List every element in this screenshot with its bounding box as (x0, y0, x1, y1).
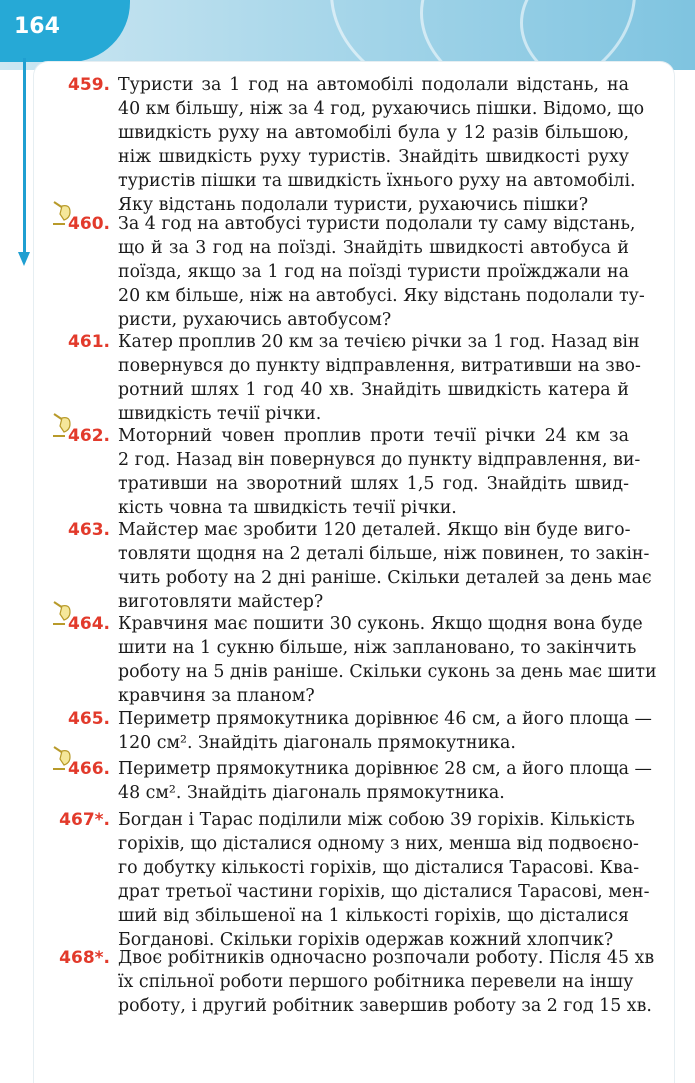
problem-line: виготовляти майстер? (118, 592, 324, 612)
problem-number: 459. (68, 75, 110, 95)
problem-line: Двоє робітників одночасно розпочали роботу. Після 45 хв (118, 948, 655, 968)
problem-line: Туристи за 1 год на автомобілі подолали відстань, на (118, 75, 629, 95)
problem-line: 2 год. Назад він повернувся до пункту відправлення, ви- (118, 450, 641, 470)
problem-line: товляти щодня на 2 деталі більше, ніж повинен, то закін- (118, 544, 650, 564)
decorative-arc (520, 0, 695, 70)
problem-number: 467*. (59, 810, 110, 830)
problem-line: кість човна та швидкість течії річки. (118, 498, 457, 518)
problem-number: 466. (68, 759, 110, 779)
problem-line: драт третьої частини горіхів, що дісталися Тарасові, мен- (118, 882, 650, 902)
problem-line: Яку відстань подолали туристи, рухаючись пішки? (118, 195, 589, 215)
problem-line: Периметр прямокутника дорівнює 46 см, а його площа — (118, 709, 652, 729)
problem-line: Майстер має зробити 120 деталей. Якщо він буде виго- (118, 520, 631, 540)
problem-line: кравчиня за планом? (118, 686, 315, 706)
problem-line: тративши на зворотний шлях 1,5 год. Знайдіть швид- (118, 474, 629, 494)
problem-line: швидкість течії річки. (118, 404, 322, 424)
problem-line: Катер проплив 20 км за течією річки за 1 год. Назад він (118, 332, 640, 352)
problem-line: повернувся до пункту відправлення, витративши на зво- (118, 356, 641, 376)
problem-line: За 4 год на автобусі туристи подолали ту саму відстань, (118, 214, 636, 234)
problem-line: 48 см². Знайдіть діагональ прямокутника. (118, 783, 505, 803)
problem-line: Периметр прямокутника дорівнює 28 см, а його площа — (118, 759, 652, 779)
page-number: 164 (14, 14, 60, 39)
problem-line: ротний шлях 1 год 40 хв. Знайдіть швидкість катера й (118, 380, 629, 400)
problem-line: що й за 3 год на поїзді. Знайдіть швидкості автобуса й (118, 238, 629, 258)
problem-number: 464. (68, 614, 110, 634)
problem-number: 463. (68, 520, 110, 540)
problem-line: поїзда, якщо за 1 год на поїзді туристи проїжджали на (118, 262, 629, 282)
problem-line: ніж швидкість руху туристів. Знайдіть швидкості руху (118, 147, 629, 167)
problem-line: ристи, рухаючись автобусом? (118, 310, 392, 330)
problem-line: чить роботу на 2 дні раніше. Скільки деталей за день має (118, 568, 652, 588)
problem-line: туристів пішки та швидкість їхнього руху на автомобілі. (118, 171, 636, 191)
problem-line: 40 км більшу, ніж за 4 год, рухаючись пішки. Відомо, що (118, 99, 645, 119)
problem-line: го добутку кількості горіхів, що дісталися Тарасові. Ква- (118, 858, 640, 878)
problem-number: 461. (68, 332, 110, 352)
problem-line: шити на 1 сукню більше, ніж заплановано, то закінчить (118, 638, 637, 658)
problem-line: Кравчиня має пошити 30 суконь. Якщо щодня вона буде (118, 614, 643, 634)
problem-number: 465. (68, 709, 110, 729)
problem-number: 460. (68, 214, 110, 234)
problem-line: 20 км більше, ніж на автобусі. Яку відстань подолали ту- (118, 286, 645, 306)
margin-arrow-head-icon (18, 252, 30, 266)
problem-line: швидкість руху на автомобілі була у 12 разів більшою, (118, 123, 629, 143)
problem-number: 468*. (59, 948, 110, 968)
problem-line: Богдан і Тарас поділили між собою 39 горіхів. Кількість (118, 810, 635, 830)
problem-line: ший від збільшеної на 1 кількості горіхів, що дісталися (118, 906, 629, 926)
problem-line: 120 см². Знайдіть діагональ прямокутника. (118, 733, 516, 753)
problem-line: Богданові. Скільки горіхів одержав кожний хлопчик? (118, 930, 614, 950)
problem-line: горіхів, що дісталися одному з них, менша від подвоєно- (118, 834, 639, 854)
problem-line: роботу на 5 днів раніше. Скільки суконь за день має шити (118, 662, 657, 682)
problem-line: роботу, і другий робітник завершив роботу за 2 год 15 хв. (118, 996, 652, 1016)
problem-number: 462. (68, 426, 110, 446)
problem-line: їх спільної роботи першого робітника перевели на іншу (118, 972, 634, 992)
margin-arrow-icon (23, 58, 26, 258)
problem-line: Моторний човен проплив проти течії річки 24 км за (118, 426, 629, 446)
